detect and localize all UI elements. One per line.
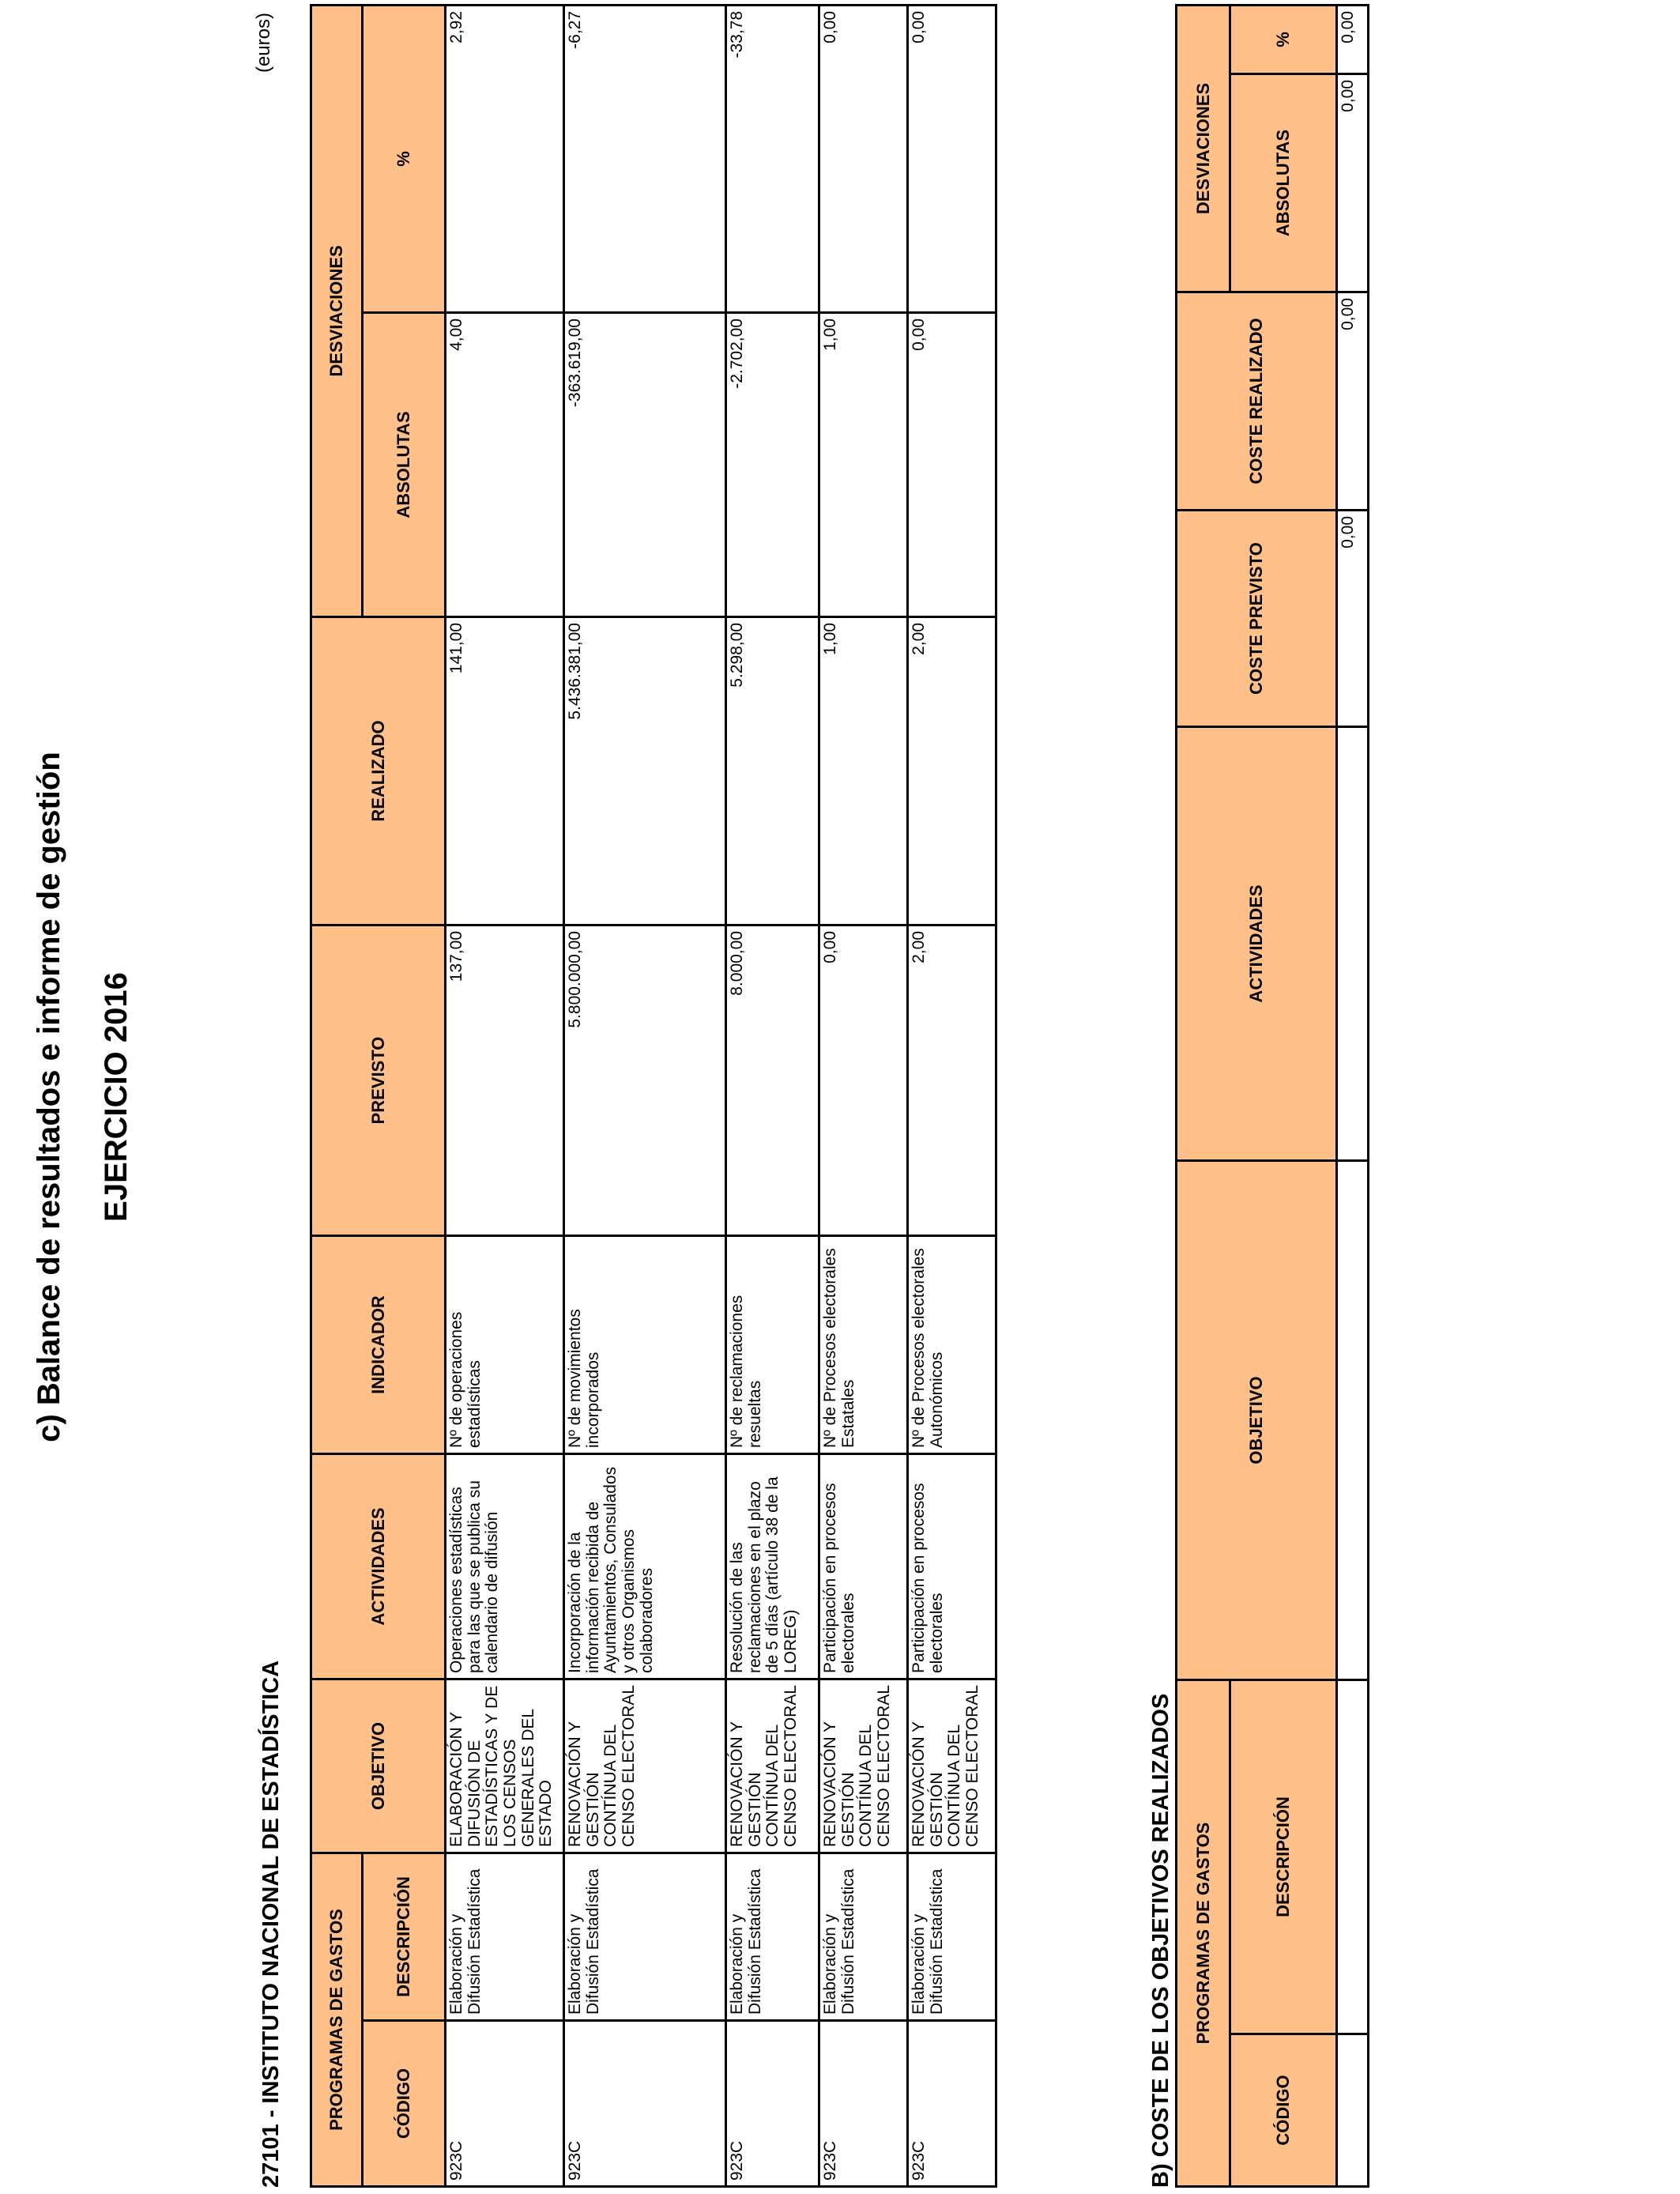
cell-realizado: 2,00 xyxy=(908,617,996,925)
cell-descripcion xyxy=(1337,1680,1369,2034)
results-table xyxy=(310,4,997,2188)
cell-pct: -6,27 xyxy=(564,5,726,312)
col-actividades: ACTIVIDADES xyxy=(311,1454,446,1679)
units-label: (euros) xyxy=(253,13,274,74)
cell-objetivo: RENOVACIÓN Y GESTIÓN CONTÍNUA DEL CENSO ELECTORAL xyxy=(908,1679,996,1853)
cell-objetivo: RENOVACIÓN Y GESTIÓN CONTÍNUA DEL CENSO ELECTORAL xyxy=(564,1679,726,1853)
page-title: c) Balance de resultados e informe de gestión xyxy=(32,752,66,1442)
cell-realizado: 5.436.381,00 xyxy=(564,617,726,925)
cell-previsto: 5.800.000,00 xyxy=(564,925,726,1236)
cell-absolutas: -363.619,00 xyxy=(564,313,726,617)
col-absolutas: ABSOLUTAS xyxy=(1230,74,1337,292)
cell-previsto: 2,00 xyxy=(908,925,996,1236)
cell-pct: 0,00 xyxy=(1337,5,1369,74)
cell-realizado: 1,00 xyxy=(819,617,908,925)
cell-indicador: Nº de reclamaciones resueltas xyxy=(726,1236,819,1454)
cell-indicador: Nº de operaciones estadísticas xyxy=(446,1236,564,1454)
cell-objetivo xyxy=(1337,1161,1369,1680)
col-objetivo: OBJETIVO xyxy=(1177,1161,1337,1680)
table-row xyxy=(446,5,564,2186)
table-row xyxy=(819,5,908,2186)
cell-codigo: 923C xyxy=(726,2021,819,2187)
cell-actividades: Participación en procesos electorales xyxy=(908,1454,996,1679)
cell-pct: 0,00 xyxy=(819,5,908,312)
cell-indicador: Nº de Procesos electorales Autonómicos xyxy=(908,1236,996,1454)
cost-table xyxy=(1175,4,1369,2188)
cell-descripcion: Elaboración y Difusión Estadística xyxy=(726,1853,819,2021)
cell-indicador: Nº de Procesos electorales Estatales xyxy=(819,1236,908,1454)
group-desviaciones: DESVIACIONES xyxy=(1177,5,1230,292)
col-actividades: ACTIVIDADES xyxy=(1177,727,1337,1161)
col-coste-previsto: COSTE PREVISTO xyxy=(1177,511,1337,727)
col-coste-realizado: COSTE REALIZADO xyxy=(1177,292,1337,511)
cell-descripcion: Elaboración y Difusión Estadística xyxy=(908,1853,996,2021)
cell-objetivo: RENOVACIÓN Y GESTIÓN CONTÍNUA DEL CENSO ELECTORAL xyxy=(819,1679,908,1853)
cell-actividades: Participación en procesos electorales xyxy=(819,1454,908,1679)
cell-previsto: 0,00 xyxy=(819,925,908,1236)
cell-descripcion: Elaboración y Difusión Estadística xyxy=(446,1853,564,2021)
table-row xyxy=(908,5,996,2186)
cell-descripcion: Elaboración y Difusión Estadística xyxy=(819,1853,908,2021)
cell-actividades xyxy=(1337,727,1369,1161)
group-programas-gastos: PROGRAMAS DE GASTOS xyxy=(311,1853,363,2187)
cell-previsto: 8.000,00 xyxy=(726,925,819,1236)
cell-absolutas: 0,00 xyxy=(908,313,996,617)
cell-codigo: 923C xyxy=(819,2021,908,2187)
cell-pct: 2,92 xyxy=(446,5,564,312)
col-pct: % xyxy=(363,5,446,312)
col-absolutas: ABSOLUTAS xyxy=(363,313,446,617)
cell-objetivo: RENOVACIÓN Y GESTIÓN CONTÍNUA DEL CENSO ELECTORAL xyxy=(726,1679,819,1853)
cell-absolutas: 1,00 xyxy=(819,313,908,617)
cell-realizado: 141,00 xyxy=(446,617,564,925)
cell-coste-previsto: 0,00 xyxy=(1337,511,1369,727)
cell-pct: 0,00 xyxy=(908,5,996,312)
cell-pct: -33,78 xyxy=(726,5,819,312)
col-codigo: CÓDIGO xyxy=(363,2021,446,2187)
cell-codigo: 923C xyxy=(908,2021,996,2187)
table-row xyxy=(1337,5,1369,2186)
group-programas-gastos: PROGRAMAS DE GASTOS xyxy=(1177,1680,1230,2187)
cell-absolutas: 4,00 xyxy=(446,313,564,617)
col-indicador: INDICADOR xyxy=(311,1236,446,1454)
cell-codigo xyxy=(1337,2034,1369,2187)
cell-codigo: 923C xyxy=(446,2021,564,2187)
cell-actividades: Incorporación de la información recibida de Ayuntamientos, Consulados y otros Organismos colaboradores xyxy=(564,1454,726,1679)
cell-absolutas: 0,00 xyxy=(1337,74,1369,292)
section-coste-title: B) COSTE DE LOS OBJETIVOS REALIZADOS xyxy=(1148,1693,1173,2188)
organization-title: 27101 - INSTITUTO NACIONAL DE ESTADÍSTICA xyxy=(258,1660,284,2188)
col-realizado: REALIZADO xyxy=(311,617,446,925)
table-row xyxy=(564,5,726,2186)
cell-previsto: 137,00 xyxy=(446,925,564,1236)
cell-codigo: 923C xyxy=(564,2021,726,2187)
cell-actividades: Operaciones estadísticas para las que se publica su calendario de difusión xyxy=(446,1454,564,1679)
group-desviaciones: DESVIACIONES xyxy=(311,5,363,616)
col-descripcion: DESCRIPCIÓN xyxy=(363,1853,446,2021)
exercise-year: EJERCICIO 2016 xyxy=(99,972,134,1222)
col-descripcion: DESCRIPCIÓN xyxy=(1230,1680,1337,2034)
col-previsto: PREVISTO xyxy=(311,925,446,1236)
cell-coste-realizado: 0,00 xyxy=(1337,292,1369,511)
cell-objetivo: ELABORACIÓN Y DIFUSIÓN DE ESTADÍSTICAS Y DE LOS CENSOS GENERALES DEL ESTADO xyxy=(446,1679,564,1853)
table-row xyxy=(726,5,819,2186)
col-codigo: CÓDIGO xyxy=(1230,2034,1337,2187)
cell-indicador: Nº de movimientos incorporados xyxy=(564,1236,726,1454)
cell-absolutas: -2.702,00 xyxy=(726,313,819,617)
cell-realizado: 5.298,00 xyxy=(726,617,819,925)
cell-actividades: Resolución de las reclamaciones en el plazo de 5 días (artículo 38 de la LOREG) xyxy=(726,1454,819,1679)
col-objetivo: OBJETIVO xyxy=(311,1679,446,1853)
cell-descripcion: Elaboración y Difusión Estadística xyxy=(564,1853,726,2021)
col-pct: % xyxy=(1230,5,1337,74)
